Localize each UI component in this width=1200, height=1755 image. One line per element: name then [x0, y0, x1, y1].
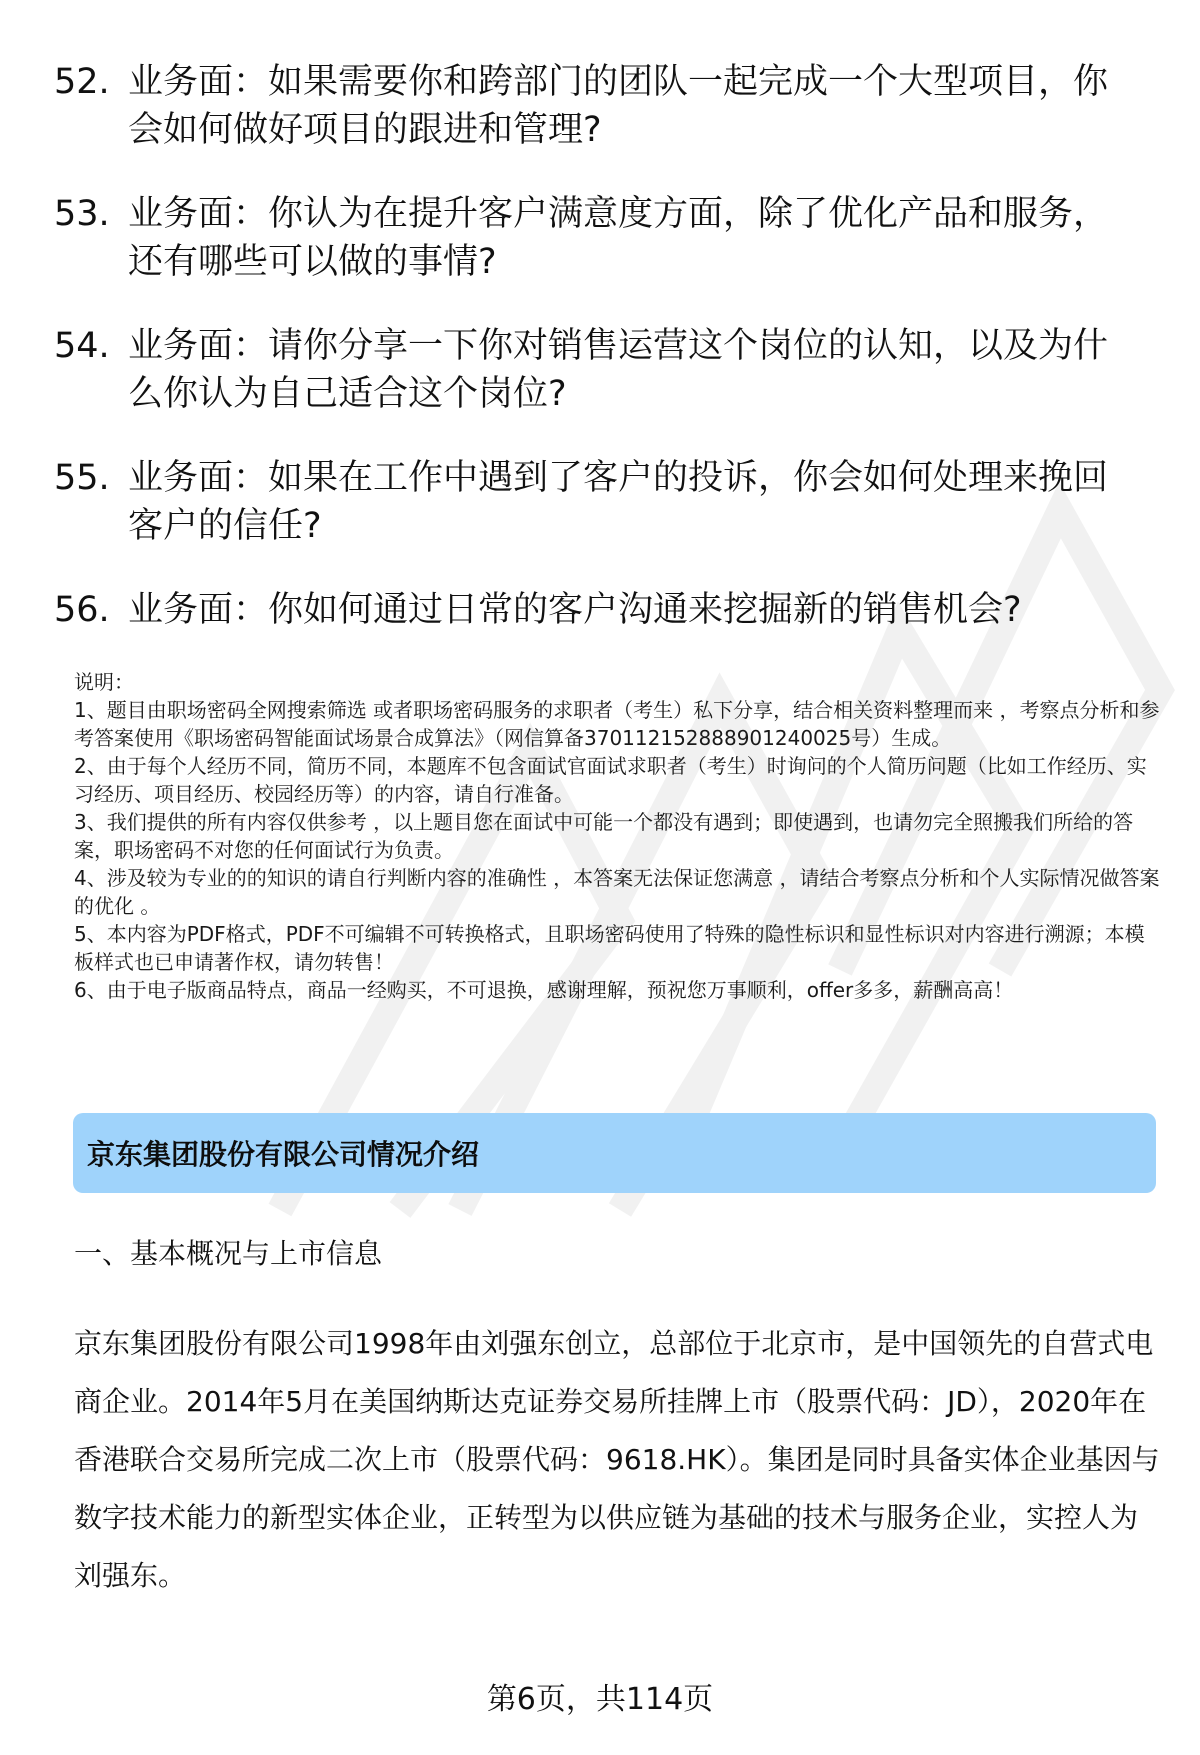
notes-title: 说明： [74, 670, 134, 694]
question-text: 业务面：你如何通过日常的客户沟通来挖掘新的销售机会? [128, 590, 1022, 630]
question-text: 业务面：如果需要你和跨部门的团队一起完成一个大型项目，你会如何做好项目的跟进和管理? [128, 62, 1109, 150]
question-item [0, 586, 1200, 634]
page-indicator: 第6页，共114页 [486, 1682, 714, 1717]
question-number: 52. [54, 62, 110, 102]
company-section-banner [73, 1113, 1156, 1193]
question-number: 53. [54, 194, 110, 234]
question-number: 55. [54, 458, 110, 498]
note-item: 3、我们提供的所有内容仅供参考 ，以上题目您在面试中可能一个都没有遇到；即使遇到，也请勿完全照搬我们所给的答案，职场密码不对您的任何面试行为负责。 [74, 810, 1134, 862]
banner-title: 京东集团股份有限公司情况介绍 [87, 1138, 480, 1171]
note-item: 5、本内容为PDF格式，PDF不可编辑不可转换格式，且职场密码使用了特殊的隐性标识和显性标识对内容进行溯源；本模板样式也已申请著作权，请勿转售！ [74, 922, 1145, 974]
note-item: 4、涉及较为专业的的知识的请自行判断内容的准确性 ，本答案无法保证您满意 ，请结合考察点分析和个人实际情况做答案的优化 。 [74, 866, 1160, 918]
section-heading: 一、基本概况与上市信息 [74, 1237, 383, 1270]
question-number: 56. [54, 590, 110, 630]
question-item [0, 58, 1200, 154]
question-number: 54. [54, 326, 110, 366]
note-item: 2、由于每个人经历不同，简历不同，本题库不包含面试官面试求职者（考生）时询问的个人简历问题（比如工作经历、实习经历、项目经历、校园经历等）的内容，请自行准备。 [74, 754, 1147, 806]
question-text: 业务面：如果在工作中遇到了客户的投诉，你会如何处理来挽回客户的信任? [128, 458, 1109, 546]
question-text: 业务面：请你分享一下你对销售运营这个岗位的认知，以及为什么你认为自己适合这个岗位? [128, 326, 1109, 414]
question-item [0, 190, 1200, 286]
question-item [0, 322, 1200, 418]
question-text: 业务面：你认为在提升客户满意度方面，除了优化产品和服务，还有哪些可以做的事情? [128, 194, 1109, 282]
company-overview-paragraph: 京东集团股份有限公司1998年由刘强东创立，总部位于北京市，是中国领先的自营式电商企业。2014年5月在美国纳斯达克证券交易所挂牌上市（股票代码：JD），2020年在香港联合交易所完成二次上市（股票代码：9618.HK）。集团是同时具备实体企业基因与数字技术能力的新型实体企业，正转型为以供应链为基础的技术与服务企业，实控人为刘强东。 [74, 1327, 1160, 1592]
note-item: 1、题目由职场密码全网搜索筛选 或者职场密码服务的求职者（考生）私下分享，结合相关资料整理而来 ，考察点分析和参考答案使用《职场密码智能面试场景合成算法》（网信算备370112152888901240025号）生成。 [74, 698, 1160, 750]
question-list [0, 58, 1200, 670]
question-item [0, 454, 1200, 550]
note-item: 6、由于电子版商品特点，商品一经购买，不可退换，感谢理解，预祝您万事顺利，offer多多，薪酬高高！ [74, 978, 1014, 1002]
disclaimer-notes [74, 668, 1164, 1004]
